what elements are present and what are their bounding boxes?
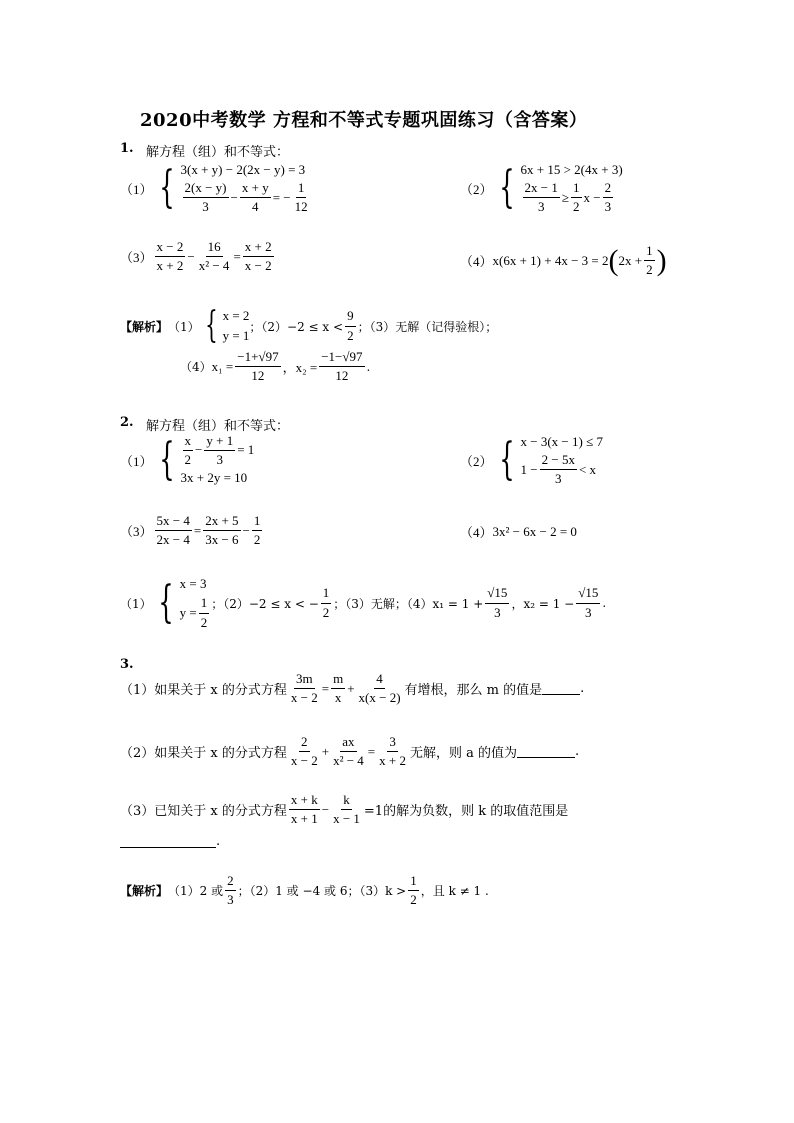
fraction: $\frac{5x - 4}{2x - 4}$ bbox=[156, 513, 190, 548]
q1-part3: （3） $\frac{x - 2}{x + 2}$ − $\frac{16}{\text{x² − 4}}$ = $\frac{x + 2}{x - 2}$ bbox=[120, 239, 272, 274]
fraction: $\frac{x + y}{4}$ bbox=[241, 179, 269, 215]
q2-part3: （3） $\frac{5x - 4}{2x - 4}$ = $\frac{2x + 5}{3x - 6}$ − $\frac{1}{2}$ bbox=[120, 513, 261, 548]
q2-part4 bbox=[460, 522, 577, 541]
fraction: $\frac{2 - 5x}{3}$ bbox=[541, 451, 575, 487]
q3-number: 3. bbox=[120, 657, 134, 672]
brace-icon: { bbox=[204, 305, 218, 346]
answer-blank bbox=[120, 835, 216, 848]
fraction: $\frac{4}{x(x - 2)}$ bbox=[358, 671, 401, 706]
fraction: $\frac{k}{x - 1}$ bbox=[333, 792, 360, 827]
q1-number: 1. bbox=[120, 141, 134, 156]
brace-icon: { bbox=[158, 162, 175, 213]
q2-heading: 解方程（组）和不等式： bbox=[146, 419, 290, 434]
fraction: $\frac{2}{3}$ bbox=[227, 873, 234, 908]
part-label: （4） bbox=[460, 525, 493, 540]
answer-blank bbox=[542, 682, 580, 695]
fraction: $\frac{ax}{\text{x² − 4}}$ bbox=[333, 734, 364, 769]
equation: 3(x + y) − 2(2x − y) = 3 bbox=[180, 161, 306, 177]
fraction: $\frac{16}{\text{x² − 4}}$ bbox=[198, 239, 230, 274]
fraction: $\frac{3}{x + 2}$ bbox=[379, 734, 406, 769]
q1-part2: （2） { 6x + 15 > 2(4x + 3) $\frac{2x - 1}{3}$ ≥ $\frac{1}{2}$ x − $\frac{2}{3}$ bbox=[460, 161, 623, 215]
inequality: 6x + 15 > 2(4x + 3) bbox=[520, 161, 623, 177]
fraction: $\frac{2x - 1}{3}$ bbox=[524, 179, 558, 215]
fraction: $\frac{-1-√97}{12}$ bbox=[321, 349, 363, 384]
fraction: $\frac{1}{2}$ bbox=[253, 513, 261, 548]
fraction: $\frac{x - 2}{x + 2}$ bbox=[156, 239, 184, 274]
fraction: $\frac{1}{2}$ bbox=[322, 585, 330, 620]
fraction: $\frac{1}{12}$ bbox=[294, 179, 308, 215]
answer-tag: 【解析】 bbox=[120, 884, 169, 899]
q1-answer-line1: 【解析】 （1） { x = 2 y = 1 ；（2）−2 ≤ x < $\frac{9}{2}$ ；（3）无解（记得验根）； bbox=[120, 305, 498, 346]
q2-answer: （1） { x = 3 y = $\frac{1}{2}$ ；（2）−2 ≤ x < − $\frac{1}{2}$ ；（3）无解；（4）x₁ = 1 + $\frac{√15}{3}$ ，x₂ = 1 − $\frac{√15}{3}$ . bbox=[120, 576, 607, 630]
part-label: （2） bbox=[460, 453, 493, 469]
q1-part1: （1） { 3(x + y) − 2(2x − y) = 3 $\frac{2(x - y)}{3}$ − $\frac{x + y}{4}$ = − $\frac{1}{12}$ bbox=[120, 160, 312, 216]
q1-answer-line2: （4） x₁ = $\frac{-1+√97}{12}$ ，x₂ = $\frac{-1-√97}{12}$ . bbox=[180, 349, 371, 384]
fraction: $\frac{1}{2}$ bbox=[646, 243, 653, 278]
fraction: $\frac{2}{3}$ bbox=[604, 179, 612, 215]
equation: x(6x + 1) + 4x − 3 = 2 bbox=[492, 252, 609, 268]
part-label: （1） bbox=[120, 181, 153, 197]
q3-part2: （2）如果关于 x 的分式方程 $\frac{2}{x - 2}$ + $\frac{ax}{\text{x² − 4}}$ = $\frac{3}{x + 2}$ 无解，则 a 的值为 . bbox=[120, 734, 580, 769]
fraction: $\frac{1}{2}$ bbox=[410, 873, 417, 908]
fraction: $\frac{3m}{x - 2}$ bbox=[290, 671, 318, 706]
fraction: $\frac{1}{2}$ bbox=[573, 179, 580, 215]
brace-icon: { bbox=[498, 162, 515, 213]
part-label: （1） bbox=[120, 453, 153, 469]
fraction: $\frac{x}{2}$ bbox=[184, 432, 192, 467]
fraction: $\frac{√15}{3}$ bbox=[578, 585, 599, 620]
equation: 3x + 2y = 10 bbox=[180, 470, 248, 486]
fraction: $\frac{x + k}{x + 1}$ bbox=[290, 792, 318, 827]
page-title: 2020中考数学 方程和不等式专题巩固练习（含答案） bbox=[140, 110, 588, 131]
brace-icon: { bbox=[498, 434, 515, 485]
q3-answer: 【解析】 （1）2 或 $\frac{2}{3}$ ；（2）1 或 −4 或 6；（3）k > $\frac{1}{2}$ ，且 k ≠ 1 . bbox=[120, 873, 489, 908]
fraction: $\frac{x + 2}{x - 2}$ bbox=[244, 239, 272, 274]
fraction: $\frac{2}{x - 2}$ bbox=[290, 734, 318, 769]
answer-tag: 【解析】 bbox=[120, 319, 169, 334]
q1-heading: 解方程（组）和不等式： bbox=[146, 145, 290, 160]
part-label: （3） bbox=[120, 524, 153, 540]
part-label: （2） bbox=[460, 181, 493, 197]
answer-blank bbox=[517, 745, 575, 758]
q3-part3: （3）已知关于 x 的分式方程 $\frac{x + k}{x + 1}$ − $\frac{k}{x - 1}$ =1的解为负数，则 k 的取值范围是 bbox=[120, 792, 569, 827]
part-label: （3） bbox=[120, 250, 153, 266]
q2-part1: （1） { $\frac{x}{2}$ − $\frac{y + 1}{3}$ = 1 3x + 2y = 10 bbox=[120, 432, 255, 486]
fraction: $\frac{1}{2}$ bbox=[200, 595, 208, 630]
q3-part1: （1）如果关于 x 的分式方程 $\frac{3m}{x - 2}$ = $\frac{m}{x}$ + $\frac{4}{x(x - 2)}$ 有增根，那么 m 的值是 . bbox=[120, 671, 585, 706]
fraction: $\frac{2(x - y)}{3}$ bbox=[184, 179, 227, 215]
q2-number: 2. bbox=[120, 415, 134, 430]
part-label: （4） bbox=[460, 254, 493, 270]
q1-part4: （4） x(6x + 1) + 4x − 3 = 2 ( 2x + $\frac{1}{2}$ ) bbox=[460, 243, 667, 278]
fraction: $\frac{2x + 5}{3x - 6}$ bbox=[205, 513, 239, 548]
fraction: $\frac{-1+√97}{12}$ bbox=[237, 349, 279, 384]
equation: 3x² − 6x − 2 = 0 bbox=[492, 523, 577, 539]
q3-part3-blank-line: . bbox=[120, 834, 220, 849]
fraction: $\frac{√15}{3}$ bbox=[487, 585, 508, 620]
q2-part2: （2） { x − 3(x − 1) ≤ 7 1 − $\frac{2 - 5x}{3}$ < x bbox=[460, 433, 603, 487]
fraction: $\frac{m}{x}$ bbox=[333, 671, 344, 706]
brace-icon: { bbox=[157, 577, 174, 628]
inequality: x − 3(x − 1) ≤ 7 bbox=[520, 433, 603, 449]
fraction: $\frac{9}{2}$ bbox=[347, 308, 354, 343]
brace-icon: { bbox=[158, 434, 175, 485]
fraction: $\frac{y + 1}{3}$ bbox=[206, 432, 234, 467]
